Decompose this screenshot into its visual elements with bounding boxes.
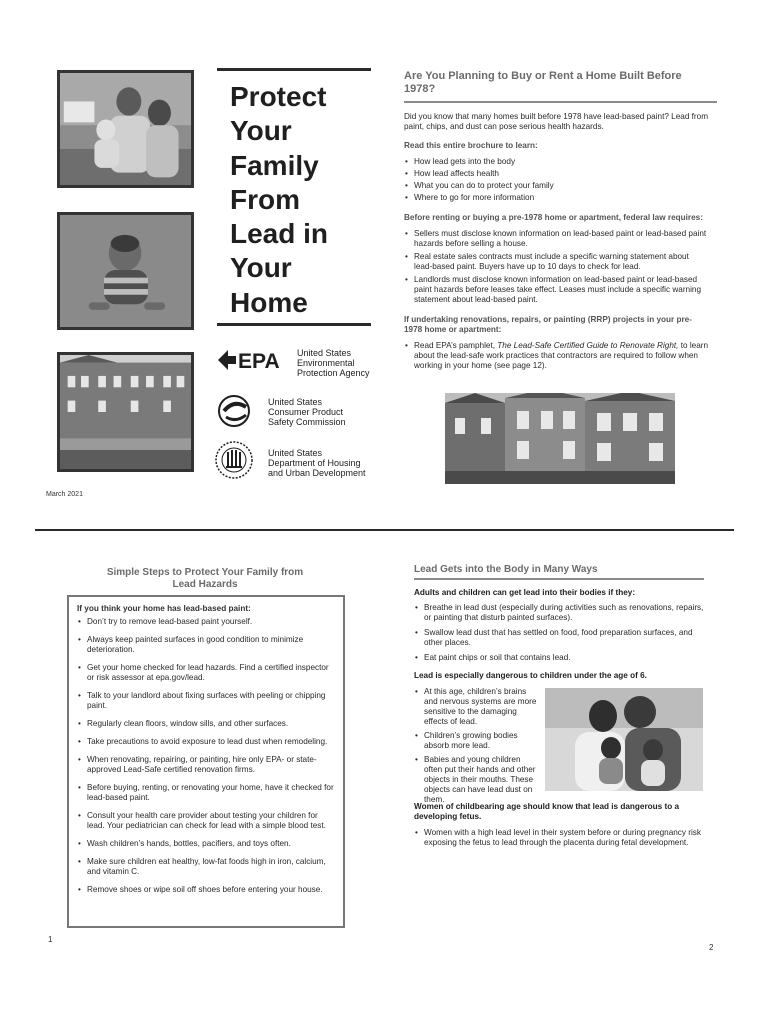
list-item: • Where to go for more information xyxy=(404,193,709,203)
list-item: • How lead affects health xyxy=(404,169,709,179)
adults-heading: Adults and children can get lead into their bodies if they: xyxy=(414,588,636,597)
list-item: • Children’s growing bodies absorb more lead. xyxy=(414,731,539,751)
list-item: • How lead gets into the body xyxy=(404,157,709,167)
cpsc-seal-icon xyxy=(216,393,254,429)
list-item: • Make sure children eat healthy, low-fat foods high in iron, calcium, and vitamin C. xyxy=(77,857,335,877)
women-section xyxy=(414,802,706,848)
list-item xyxy=(404,341,709,371)
children-heading: Lead is especially dangerous to children under the age of 6. xyxy=(414,671,647,680)
agency-name-line: and Urban Development xyxy=(268,468,366,478)
list-item: • Swallow lead dust that has settled on food, food preparation surfaces, and other places. xyxy=(414,628,706,648)
steps-list xyxy=(77,617,335,895)
learn-heading: Read this entire brochure to learn: xyxy=(404,141,538,150)
list-item: • Sellers must disclose known information on lead-based paint or lead-based paint hazards before selling a house. xyxy=(404,229,709,249)
list-item: • Remove shoes or wipe soil off shoes before entering your house. xyxy=(77,885,335,895)
list-item: • Women with a high lead level in their system before or during pregnancy risk exposing the fetus to lead through the placenta during fetal development. xyxy=(414,828,706,848)
cpsc-name xyxy=(268,397,368,427)
list-item: • Get your home checked for lead hazards. Find a certified inspector or risk assessor at epa.gov/lead. xyxy=(77,663,335,683)
rrp-text: to learn about the lead-safe work practices that contractors are required to follow when working in your home (see page 12). xyxy=(414,341,709,370)
agency-name-line: United States xyxy=(268,448,323,458)
divider xyxy=(404,101,717,103)
agency-name-line: Environmental xyxy=(297,358,355,368)
list-item: • Talk to your landlord about fixing surfaces with peeling or chipping paint. xyxy=(77,691,335,711)
list-item: • At this age, children’s brains and nervous systems are more sensitive to the damaging effects of lead. xyxy=(414,687,539,727)
list-item: • Real estate sales contracts must include a specific warning statement about lead-based paint. Buyers have up to 10 days to check for lead. xyxy=(404,252,709,272)
hud-seal-icon xyxy=(214,440,254,480)
list-item: • What you can do to protect your family xyxy=(404,181,709,191)
list-item: • Wash children’s hands, bottles, pacifiers, and toys often. xyxy=(77,839,335,849)
rrp-text: Read EPA’s pamphlet, xyxy=(414,341,498,350)
page-separator xyxy=(35,529,734,531)
title-line: Your xyxy=(230,115,292,147)
list-item: • Landlords must disclose known information on lead-based paint or lead-based paint hazards before leases take effect. Leases must include a specific warning statement about lead-based paint. xyxy=(404,275,709,305)
agency-name-line: Department of Housing xyxy=(268,458,361,468)
cover-title xyxy=(217,68,371,326)
list-item: • Always keep painted surfaces in good condition to minimize deterioration. xyxy=(77,635,335,655)
page-number-left: 1 xyxy=(48,935,53,944)
agency-name-line: United States xyxy=(268,397,323,407)
agency-name-line: Protection Agency xyxy=(297,368,370,378)
list-item: • Consult your health care provider about testing your children for lead. Your pediatrician can check for lead with a simple blood test. xyxy=(77,811,335,831)
title-line: From xyxy=(230,183,300,215)
list-item: • Eat paint chips or soil that contains lead. xyxy=(414,653,706,663)
townhouses-photo xyxy=(445,393,675,484)
list-item: • Don’t try to remove lead-based paint yourself. xyxy=(77,617,335,627)
list-item: • Babies and young children often put their hands and other objects in their mouths. These objects can have lead dust on them. xyxy=(414,755,539,805)
law-list xyxy=(404,229,709,305)
steps-box xyxy=(67,595,345,928)
houses-photo xyxy=(57,352,194,472)
list-item: • Before buying, renting, or renovating your home, have it checked for lead-based paint. xyxy=(77,783,335,803)
family-photo xyxy=(57,70,194,188)
baby-photo xyxy=(57,212,194,330)
list-item: • When renovating, repairing, or painting, hire only EPA- or state-approved Lead-Safe certified renovation firms. xyxy=(77,755,335,775)
steps-box-heading: If you think your home has lead-based paint: xyxy=(77,604,251,613)
epa-logo-text: EPA xyxy=(238,350,280,372)
planning-heading: Are You Planning to Buy or Rent a Home Built Before 1978? xyxy=(404,70,682,95)
page-number-right: 2 xyxy=(709,943,714,952)
title-line: Home xyxy=(230,286,308,318)
steps-heading: Simple Steps to Protect Your Family from Lead Hazards xyxy=(106,567,304,590)
title-line: Your xyxy=(230,252,292,284)
cover-date: March 2021 xyxy=(46,491,83,498)
children-list xyxy=(414,687,539,805)
title-line: Family xyxy=(230,149,319,181)
list-item: • Regularly clean floors, window sills, and other surfaces. xyxy=(77,719,335,729)
agency-name-line: Safety Commission xyxy=(268,417,346,427)
title-line: Lead in xyxy=(230,218,329,250)
adults-list xyxy=(414,603,706,663)
rrp-heading: If undertaking renovations, repairs, or painting (RRP) projects in your pre-1978 home or apartment: xyxy=(404,315,692,334)
agency-name-line: United States xyxy=(297,348,352,358)
hud-name xyxy=(268,448,378,478)
women-heading: Women of childbearing age should know that lead is dangerous to a developing fetus. xyxy=(414,802,680,821)
women-list xyxy=(414,828,706,848)
body-heading: Lead Gets into the Body in Many Ways xyxy=(414,564,598,575)
list-item: • Breathe in lead dust (especially during activities such as renovations, repairs, or painting that disturb painted surfaces). xyxy=(414,603,706,623)
law-heading: Before renting or buying a pre-1978 home or apartment, federal law requires: xyxy=(404,213,703,222)
divider xyxy=(414,578,704,580)
epa-name xyxy=(297,348,387,378)
pamphlet-title: The Lead-Safe Certified Guide to Renovate Right, xyxy=(497,341,679,350)
family-babies-photo xyxy=(545,688,703,791)
planning-body xyxy=(404,112,709,371)
learn-list xyxy=(404,157,709,203)
rrp-list xyxy=(404,341,709,371)
list-item: • Take precautions to avoid exposure to lead dust when remodeling. xyxy=(77,737,335,747)
agency-name-line: Consumer Product xyxy=(268,407,344,417)
planning-section xyxy=(404,70,717,96)
epa-logo xyxy=(216,348,290,372)
planning-intro: Did you know that many homes built before 1978 have lead-based paint? Lead from paint, chips, and dust can pose serious health hazards. xyxy=(404,112,709,131)
title-line: Protect xyxy=(230,81,327,112)
